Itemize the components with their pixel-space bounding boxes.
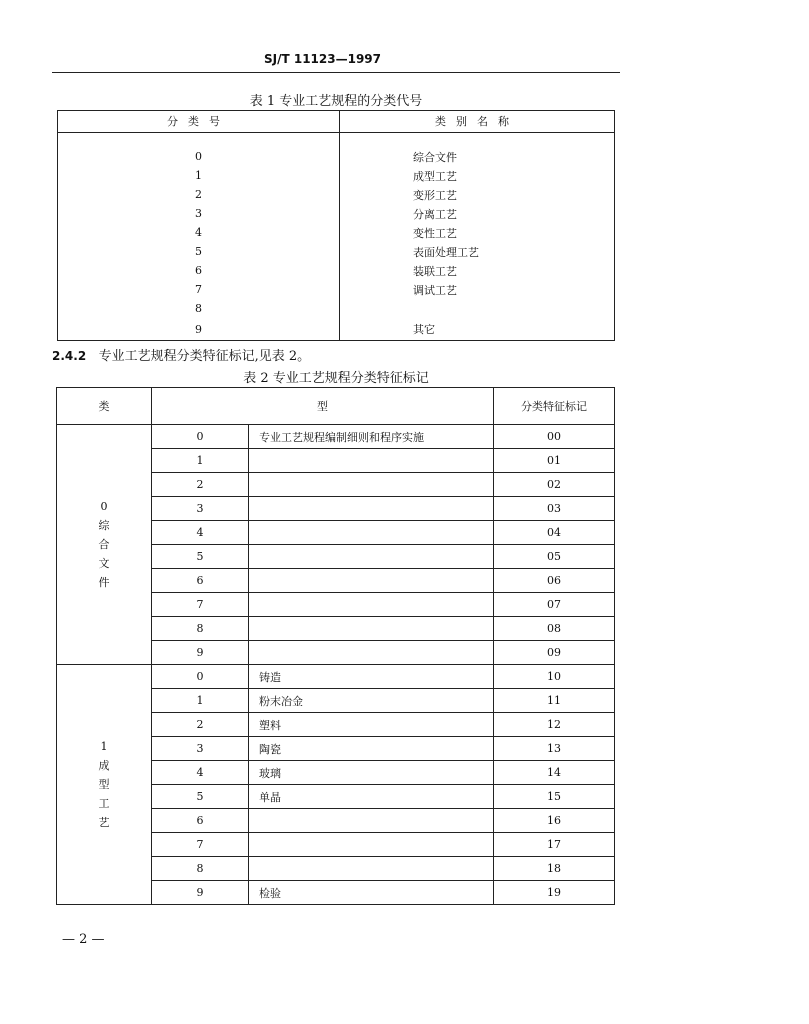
type-number: 8: [152, 857, 249, 881]
feature-mark-code: 14: [494, 761, 615, 785]
type-number: 1: [152, 689, 249, 713]
table2-header-code: 分类特征标记: [494, 388, 615, 425]
category-name: 综合文件: [413, 150, 457, 164]
table-row: [58, 133, 615, 167]
table1-header-code: 分类号: [58, 111, 340, 133]
type-number: 7: [152, 833, 249, 857]
type-name: [249, 521, 494, 545]
type-name: [249, 617, 494, 641]
section-number: 2.4.2: [52, 349, 87, 363]
type-name: 粉末冶金: [249, 689, 494, 713]
type-number: 9: [152, 881, 249, 905]
category-code: 8: [58, 299, 340, 318]
category-name: 成型工艺: [413, 169, 457, 183]
section-2-4-2: [52, 345, 310, 364]
classification-feature-mark-table: [56, 387, 615, 905]
type-number: 3: [152, 497, 249, 521]
feature-mark-code: 04: [494, 521, 615, 545]
feature-mark-code: 11: [494, 689, 615, 713]
category-code: 0: [58, 133, 340, 167]
type-name: [249, 641, 494, 665]
feature-mark-code: 02: [494, 473, 615, 497]
type-name: [249, 473, 494, 497]
type-number: 6: [152, 809, 249, 833]
table-row: [57, 665, 615, 689]
category-name: [340, 299, 615, 318]
table-row: [58, 242, 615, 261]
classification-code-table: [57, 110, 615, 341]
type-number: 5: [152, 545, 249, 569]
feature-mark-code: 09: [494, 641, 615, 665]
type-number: 0: [152, 665, 249, 689]
feature-mark-code: 13: [494, 737, 615, 761]
type-number: 1: [152, 449, 249, 473]
type-name: 铸造: [249, 665, 494, 689]
table2-header-class: 类: [57, 388, 152, 425]
category-name: 表面处理工艺: [413, 245, 479, 259]
feature-mark-code: 07: [494, 593, 615, 617]
feature-mark-code: 12: [494, 713, 615, 737]
category-code: 9: [58, 318, 340, 341]
class-label: 0 综 合 文 件: [57, 425, 152, 665]
section-text: 专业工艺规程分类特征标记,见表 2。: [98, 349, 311, 364]
type-number: 0: [152, 425, 249, 449]
category-name: 装联工艺: [413, 264, 457, 278]
feature-mark-code: 17: [494, 833, 615, 857]
table-row: [58, 299, 615, 318]
feature-mark-code: 10: [494, 665, 615, 689]
type-name: [249, 593, 494, 617]
feature-mark-code: 06: [494, 569, 615, 593]
type-name: [249, 809, 494, 833]
category-code: 2: [58, 185, 340, 204]
category-name: 其它: [340, 318, 615, 341]
class-label: 1 成 型 工 艺: [57, 665, 152, 905]
table-row: [58, 261, 615, 280]
feature-mark-code: 05: [494, 545, 615, 569]
table-row: [58, 204, 615, 223]
type-number: 3: [152, 737, 249, 761]
table-row: [58, 280, 615, 299]
category-name: 变性工艺: [413, 226, 457, 240]
type-number: 9: [152, 641, 249, 665]
feature-mark-code: 08: [494, 617, 615, 641]
type-name: [249, 545, 494, 569]
table-row: [58, 166, 615, 185]
type-name: [249, 857, 494, 881]
table-row: [58, 318, 615, 341]
feature-mark-code: 16: [494, 809, 615, 833]
table1-caption: 表 1 专业工艺规程的分类代号: [249, 94, 423, 109]
category-code: 7: [58, 280, 340, 299]
header-rule: [52, 72, 620, 73]
type-name: [249, 497, 494, 521]
type-name: 玻璃: [249, 761, 494, 785]
table-row: [57, 425, 615, 449]
page-number: — 2 —: [62, 932, 105, 947]
type-name: 单晶: [249, 785, 494, 809]
table-row: [58, 185, 615, 204]
type-name: 陶瓷: [249, 737, 494, 761]
type-name: 专业工艺规程编制细则和程序实施: [249, 425, 494, 449]
category-code: 4: [58, 223, 340, 242]
type-name: 检验: [249, 881, 494, 905]
type-number: 2: [152, 473, 249, 497]
category-code: 3: [58, 204, 340, 223]
feature-mark-code: 00: [494, 425, 615, 449]
type-name: [249, 449, 494, 473]
category-code: 1: [58, 166, 340, 185]
table2-caption: 表 2 专业工艺规程分类特征标记: [243, 371, 429, 386]
category-name: 变形工艺: [413, 188, 457, 202]
type-number: 7: [152, 593, 249, 617]
document-code-header: SJ/T 11123—1997: [264, 52, 381, 66]
category-code: 6: [58, 261, 340, 280]
feature-mark-code: 18: [494, 857, 615, 881]
type-number: 5: [152, 785, 249, 809]
table-row: [58, 223, 615, 242]
table2-header-type: 型: [152, 388, 494, 425]
type-number: 4: [152, 761, 249, 785]
feature-mark-code: 15: [494, 785, 615, 809]
type-number: 6: [152, 569, 249, 593]
category-name: 调试工艺: [413, 283, 457, 297]
type-name: 塑料: [249, 713, 494, 737]
type-name: [249, 833, 494, 857]
type-number: 2: [152, 713, 249, 737]
type-number: 8: [152, 617, 249, 641]
category-name: 分离工艺: [413, 207, 457, 221]
feature-mark-code: 01: [494, 449, 615, 473]
feature-mark-code: 03: [494, 497, 615, 521]
category-code: 5: [58, 242, 340, 261]
type-name: [249, 569, 494, 593]
table1-header-name: 类别名称: [340, 111, 615, 133]
type-number: 4: [152, 521, 249, 545]
feature-mark-code: 19: [494, 881, 615, 905]
